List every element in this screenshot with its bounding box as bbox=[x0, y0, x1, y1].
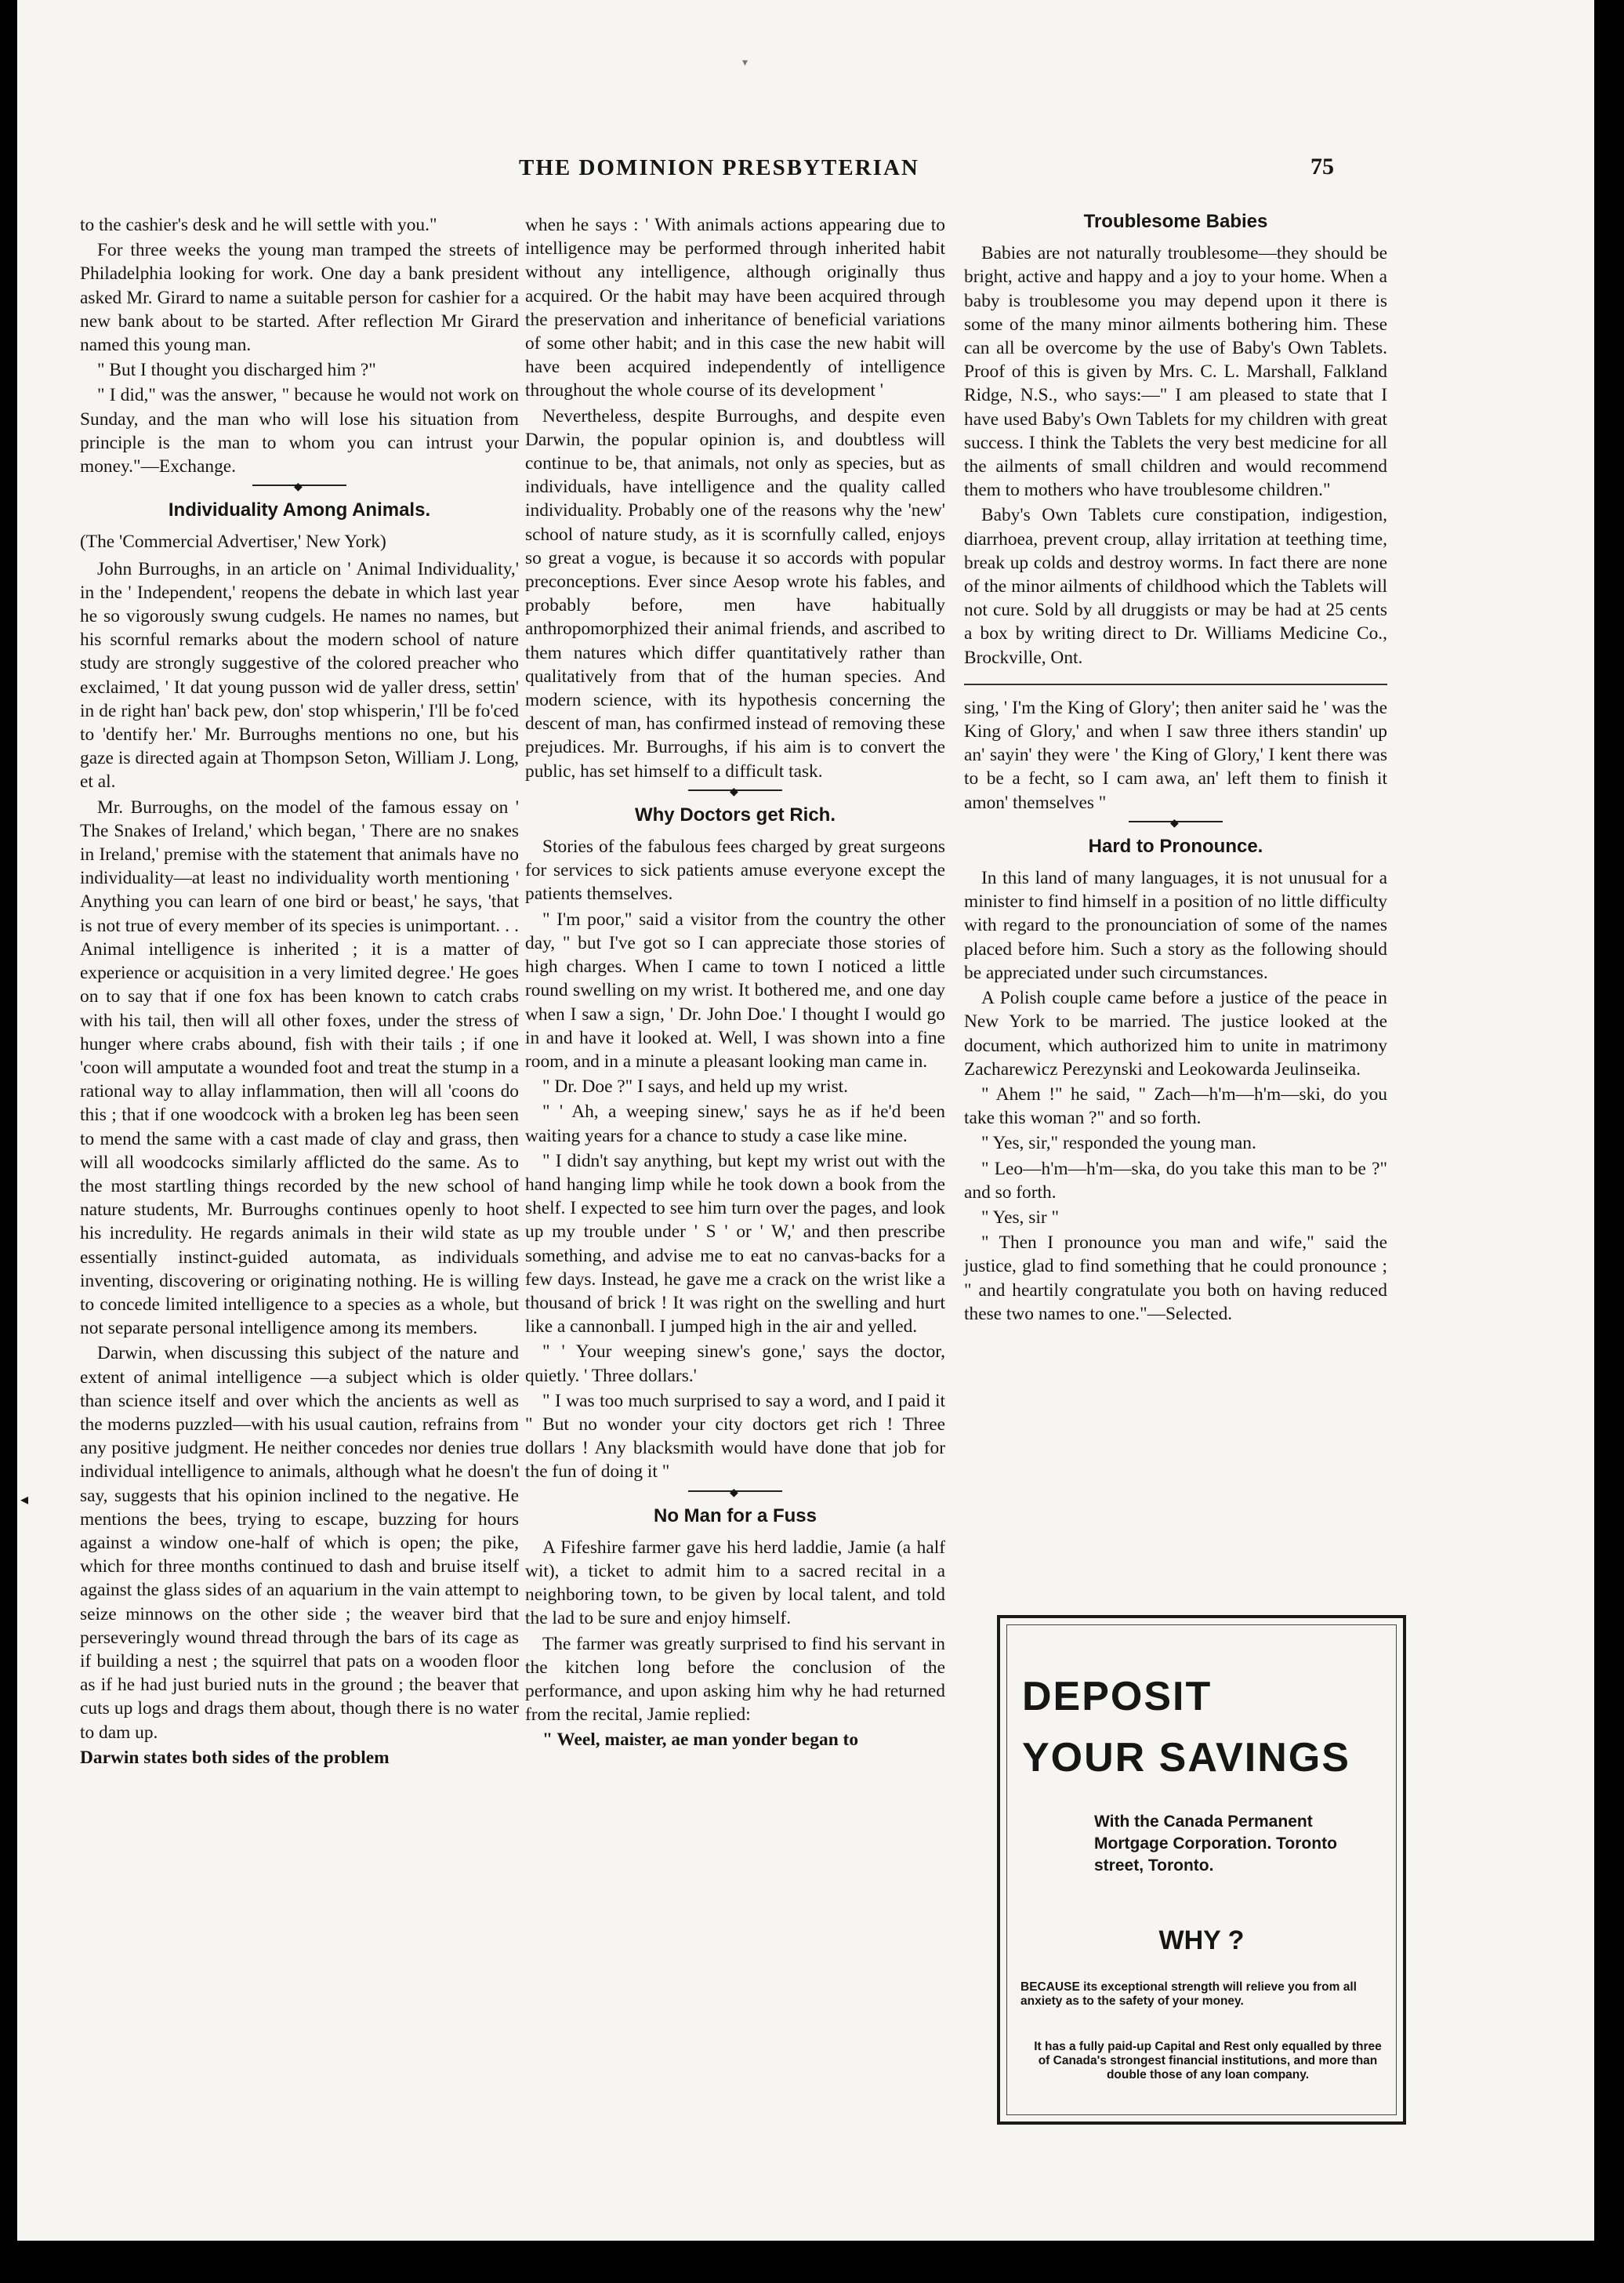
paragraph: " Leo—h'm—h'm—ska, do you take this man to be ?" and so forth. bbox=[964, 1158, 1387, 1203]
running-head bbox=[17, 155, 1594, 187]
paragraph: " Yes, sir " bbox=[981, 1207, 1060, 1228]
ad-why: WHY ? bbox=[1158, 1925, 1245, 1955]
column-3 bbox=[964, 202, 1387, 1327]
paragraph: " I'm poor," said a visitor from the country the other day, " but I've got so I can appreciate those stories of high charges. When I came to town I noticed a little round swelling on my wrist. It bothered me, and one day when I saw a sign, ' Dr. John Doe.' I thought I would go in and have it looked at. Well, I was shown into a fine room, and in a minute a pleasant looking man came in. bbox=[525, 909, 945, 1072]
paragraph: " Yes, sir," responded the young man. bbox=[981, 1133, 1256, 1154]
paragraph: " ' Your weeping sinew's gone,' says the doctor, quietly. ' Three dollars.' bbox=[525, 1341, 945, 1386]
column-1 bbox=[80, 213, 519, 1771]
article-title: Troublesome Babies bbox=[1083, 211, 1268, 232]
paragraph: " I did," was the answer, " because he would not work on Sunday, and the man who will lose his situation from principle is the man to whom you can intrust your money."—Exchange. bbox=[80, 385, 519, 477]
section-divider bbox=[525, 785, 945, 796]
paragraph: " Ahem !" he said, " Zach—h'm—h'm—ski, do you take this woman ?" and so forth. bbox=[964, 1083, 1387, 1129]
ad-headline-savings: YOUR SAVINGS bbox=[1022, 1735, 1350, 1780]
newspaper-page bbox=[17, 0, 1594, 2241]
paragraph: Darwin, when discussing this subject of the nature and extent of animal intelligence —a subject which is older than science itself and over which the ancients as well as the moderns puzzled—with his usual caution, refrains from any positive judgment. He neither concedes nor denies true individual intelligence to animals, although what he doesn't say, suggests that his opinion inclined to the negative. He mentions the bees, trying to escape, buzzing for hours against a window one-half of which is open; the pike, which for three months continued to dash and bruise itself against the glass sides of an aquarium in the vain attempt to seize minnows on the other side ; the weaver bird that perseveringly wound thread through the bars of its cage as if building a nest ; the squirrel that pats on a wooden floor as if he had just buried nuts in the ground ; the beaver that cuts up logs and drags them about, though there is no water to dam up. bbox=[80, 1343, 519, 1743]
paragraph: For three weeks the young man tramped the streets of Philadelphia looking for work. One day a bank president asked Mr. Girard to name a suitable person for cashier for a new bank about to be started. After reflection Mr Girard named this young man. bbox=[80, 240, 519, 356]
ad-capital: It has a fully paid-up Capital and Rest only equalled by three of Canada's strongest financial institutions, and more than double those of any loan company. bbox=[1034, 2040, 1382, 2082]
paragraph: Stories of the fabulous fees charged by great surgeons for services to sick patients amuse everyone except the patients themselves. bbox=[525, 837, 945, 905]
ad-headline-deposit: DEPOSIT bbox=[1022, 1674, 1213, 1719]
section-divider bbox=[80, 480, 519, 491]
article-title: Why Doctors get Rich. bbox=[634, 804, 836, 826]
savings-advertisement bbox=[997, 1615, 1406, 2125]
section-divider bbox=[525, 1486, 945, 1497]
paragraph: sing, ' I'm the King of Glory'; then aniter said he ' was the King of Glory,' and when I saw three ithers standin' up an' sayin' they were ' the King of Glory,' I kent there was to be a fecht, so I cam awa, an' left them to finish it amon' themselves " bbox=[964, 697, 1387, 813]
paragraph: " But I thought you discharged him ?" bbox=[97, 360, 376, 381]
publication-title: THE DOMINION PRESBYTERIAN bbox=[519, 155, 919, 180]
column-rule bbox=[964, 684, 1387, 685]
paragraph: " I didn't say anything, but kept my wrist out with the hand hanging limp while he took down a book from the shelf. I expected to see him turn over the pages, and look up my trouble under ' S ' or ' W,' and then prescribe something, and advise me to eat no canvas-backs for a few days. Instead, he gave me a crack on the wrist like a thousand of brick ! It was right on the swelling and hurt like a cannonball. I jumped high in the air and yelled. bbox=[525, 1150, 945, 1337]
scan-bottom-edge bbox=[0, 2241, 1624, 2283]
page-number: 75 bbox=[1310, 154, 1334, 180]
paragraph: The farmer was greatly surprised to find his servant in the kitchen long before the conclusion of the performance, and upon asking him why he had returned from the recital, Jamie replied: bbox=[525, 1633, 945, 1726]
article-source: (The 'Commercial Advertiser,' New York) bbox=[80, 532, 386, 553]
paragraph-last-line: Darwin states both sides of the problem bbox=[80, 1747, 390, 1768]
column-2 bbox=[525, 213, 945, 1754]
article-title: No Man for a Fuss bbox=[653, 1504, 817, 1526]
paragraph: " ' Ah, a weeping sinew,' says he as if he'd been waiting years for a chance to study a case like mine. bbox=[525, 1102, 945, 1146]
binding-mark-icon: ◂ bbox=[20, 1491, 29, 1508]
section-divider bbox=[964, 816, 1387, 827]
paragraph: In this land of many languages, it is not unusual for a minister to find himself in a position of no little difficulty with regard to the pronounciation of some of the names placed before him. Such a story as the following should be appreciated under such circumstances. bbox=[964, 868, 1387, 983]
printer-mark-icon: ▾ bbox=[742, 57, 749, 69]
paragraph: Babies are not naturally troublesome—they should be bright, active and happy and a joy to your home. When a baby is troublesome you may depend upon it there is some of the many minor ailments bothering him. These can all be overcome by the use of Baby's Own Tablets. Proof of this is given by Mrs. C. L. Marshall, Falkland Ridge, N.S., who says:—" I am pleased to state that I have used Baby's Own Tablets for my children with great success. I think the Tablets the very best medicine for all the ailments of small children and would recommend them to mothers who have troublesome children." bbox=[964, 243, 1387, 501]
paragraph: to the cashier's desk and he will settle with you." bbox=[80, 215, 437, 235]
paragraph: " Then I pronounce you man and wife," said the justice, glad to find something that he could pronounce ; " and heartily congratulate you both on having reduced these two names to one."—Selected. bbox=[964, 1232, 1387, 1324]
paragraph: " Dr. Doe ?" I says, and held up my wrist. bbox=[542, 1076, 849, 1098]
paragraph: Mr. Burroughs, on the model of the famous essay on ' The Snakes of Ireland,' which began, ' There are no snakes in Ireland,' premise with the statement that animals have no individuality—at least no individuality worth mentioning ' Anything you can learn of one bird or beast,' he says, 'that is not true of every member of its species is unimportant. . . Animal intelligence is inherited ; it is a matter of experience or acquisition in a very limited degree.' He goes on to say that if one fox has been known to catch crabs with his tail, then will all other foxes, under the stress of hunger where crabs abound, fish with their tails ; if one 'coon will amputate a wounded foot and treat the stump in a rational way to allay inflammation, then will all 'coons do this ; that if one woodcock with a broken leg has been seen to mend the same with a cast made of clay and grass, then will all woodcocks similarly afflicted do the same. As to the most startling things recorded by the new school of nature students, Mr. Burroughs continues openly to hoot his incredulity. He regards animals in their wild state as essentially instinct-guided automata, as individuals inventing, discovering or originating nothing. He is willing to concede limited intelligence to a species as a whole, but not separate personal intelligence among its members. bbox=[80, 797, 519, 1339]
ad-subtitle: With the Canada Permanent Mortgage Corporation. Toronto street, Toronto. bbox=[1094, 1813, 1337, 1875]
paragraph: " I was too much surprised to say a word, and I paid it " But no wonder your city doctors get rich ! Three dollars ! Any blacksmith would have done that job for the fun of doing it " bbox=[525, 1390, 945, 1483]
paragraph: A Fifeshire farmer gave his herd laddie, Jamie (a half wit), a ticket to admit him to a sacred recital in a neighboring town, to be given by local talent, and told the lad to be sure and enjoy himself. bbox=[525, 1537, 945, 1629]
paragraph: when he says : ' With animals actions appearing due to intelligence may be performed through inherited habit without any intelligence, although originally thus acquired. Or the habit may have been acquired through the preservation and inheritance of beneficial variations of some other habit; and in this case the new habit will have been acquired independently of intelligence throughout the whole course of its development ' bbox=[525, 215, 945, 401]
paragraph: Nevertheless, despite Burroughs, and despite even Darwin, the popular opinion is, and doubtless will continue to be, that animals, not only as species, but as individuals, have intelligence and the quality called individuality. Probably one of the reasons why the 'new' school of nature study, as it is scornfully called, enjoys so great a vogue, is because it so accords with popular preconceptions. Ever since Aesop wrote his fables, and probably before, men have habitually anthropomorphized their animal friends, and ascribed to them natures which differ quantitatively rather than qualitatively from that of the human species. And modern science, with its hypothesis concerning the descent of man, has confirmed instead of removing these prejudices. Mr. Burroughs, if his aim is to convert the public, has set himself to a difficult task. bbox=[525, 405, 945, 782]
paragraph: A Polish couple came before a justice of the peace in New York to be married. The justice looked at the document, which authorized him to unite in matrimony Zacharewicz Perezynski and Leokowarda Jeulinseika. bbox=[964, 988, 1387, 1080]
article-title: Hard to Pronounce. bbox=[1088, 835, 1263, 857]
ad-because: BECAUSE its exceptional strength will relieve you from all anxiety as to the safety of your money. bbox=[1020, 1980, 1357, 2008]
paragraph: Baby's Own Tablets cure constipation, indigestion, diarrhoea, prevent croup, allay irritation at teething time, break up colds and destroy worms. In fact there are none of the minor ailments of childhood which the Tablets will not cure. Sold by all druggists or may be had at 25 cents a box by writing direct to Dr. Williams Medicine Co., Brockville, Ont. bbox=[964, 505, 1387, 668]
article-title: Individuality Among Animals. bbox=[168, 499, 431, 521]
paragraph: John Burroughs, in an article on ' Animal Individuality,' in the ' Independent,' reopens the debate in which last year he so vigorously swung cudgels. He names no names, but his scornful remarks about the modern school of nature study are strongly suggestive of the colored preacher who exclaimed, ' It dat young pusson wid de yaller dress, settin' in de right han' back pew, don' stop whisperin,' I'll be fo'ced to 'dentify her.' Mr. Burroughs mentions no one, but his gaze is directed again at Thompson Seton, William J. Long, et al. bbox=[80, 558, 519, 793]
paragraph-last-line: " Weel, maister, ae man yonder began to bbox=[542, 1729, 859, 1751]
